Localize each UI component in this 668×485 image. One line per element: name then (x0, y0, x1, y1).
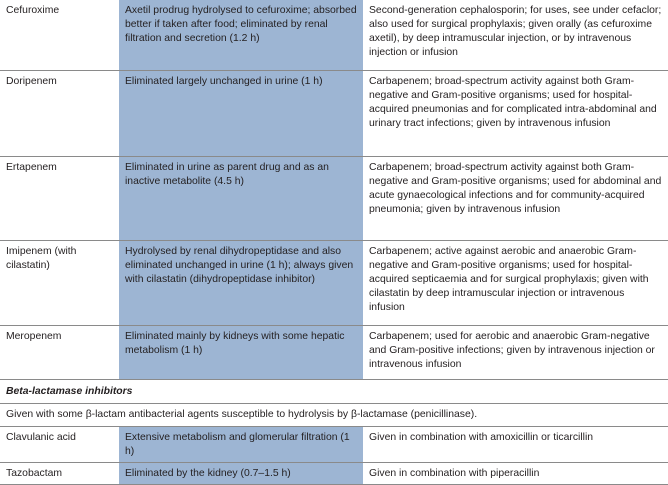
table-row (0, 70, 668, 156)
table-row (0, 462, 668, 484)
pharmacokinetics-cell: Extensive metabolism and glomerular filtration (1 h) (119, 426, 363, 462)
table-row (0, 325, 668, 379)
pharmacokinetics-cell: Eliminated mainly by kidneys with some hepatic metabolism (1 h) (119, 325, 363, 379)
notes-cell: Carbapenem; active against aerobic and anaerobic Gram-negative and Gram-positive organisms; used for hospital-acquired septicaemia and for surgical prophylaxis; given with cilastatin by deep intramuscular injection or intravenous infusion (363, 240, 668, 325)
table-row (0, 0, 668, 70)
drug-name: Imipenem (with cilastatin) (0, 240, 119, 325)
notes-cell: Carbapenem; used for aerobic and anaerobic Gram-negative and Gram-positive infections; given by intravenous injection or intravenous infusion (363, 325, 668, 379)
pharmacokinetics-cell: Eliminated in urine as parent drug and as an inactive metabolite (4.5 h) (119, 156, 363, 240)
drug-name: Tazobactam (0, 462, 119, 484)
section-heading-row (0, 379, 668, 403)
drug-name: Cefuroxime (0, 0, 119, 70)
pharmacokinetics-cell: Hydrolysed by renal dihydropeptidase and also eliminated unchanged in urine (1 h); always given with cilastatin (dihydropeptidase inhibitor) (119, 240, 363, 325)
notes-cell: Carbapenem; broad-spectrum activity against both Gram-negative and Gram-positive organisms; used for hospital-acquired pneumonias and for complicated intra-abdominal and urinary tract infections; given by intravenous infusion (363, 70, 668, 156)
drug-name: Ertapenem (0, 156, 119, 240)
section-heading: Beta-lactamase inhibitors (0, 379, 668, 403)
table-row (0, 240, 668, 325)
notes-cell: Given in combination with piperacillin (363, 462, 668, 484)
pharmacokinetics-cell: Eliminated by the kidney (0.7–1.5 h) (119, 462, 363, 484)
table-row (0, 426, 668, 462)
pharmacokinetics-cell: Eliminated largely unchanged in urine (1 h) (119, 70, 363, 156)
table-row (0, 156, 668, 240)
pharmacokinetics-cell: Axetil prodrug hydrolysed to cefuroxime; absorbed better if taken after food; eliminated by renal filtration and secretion (1.2 h) (119, 0, 363, 70)
notes-cell: Given in combination with amoxicillin or ticarcillin (363, 426, 668, 462)
drug-name: Meropenem (0, 325, 119, 379)
section-note: Given with some β-lactam antibacterial agents susceptible to hydrolysis by β-lactamase (penicillinase). (0, 403, 668, 426)
drug-name: Clavulanic acid (0, 426, 119, 462)
drug-name: Doripenem (0, 70, 119, 156)
notes-cell: Second-generation cephalosporin; for uses, see under cefaclor; also used for surgical prophylaxis; given orally (as cefuroxime axetil), by deep intramuscular injection, or by intravenous injection or infusion (363, 0, 668, 70)
notes-cell: Carbapenem; broad-spectrum activity against both Gram-negative and Gram-positive organisms; used for abdominal and acute gynaecological infections and for community-acquired pneumonia; given by intravenous infusion (363, 156, 668, 240)
section-note-row (0, 403, 668, 426)
